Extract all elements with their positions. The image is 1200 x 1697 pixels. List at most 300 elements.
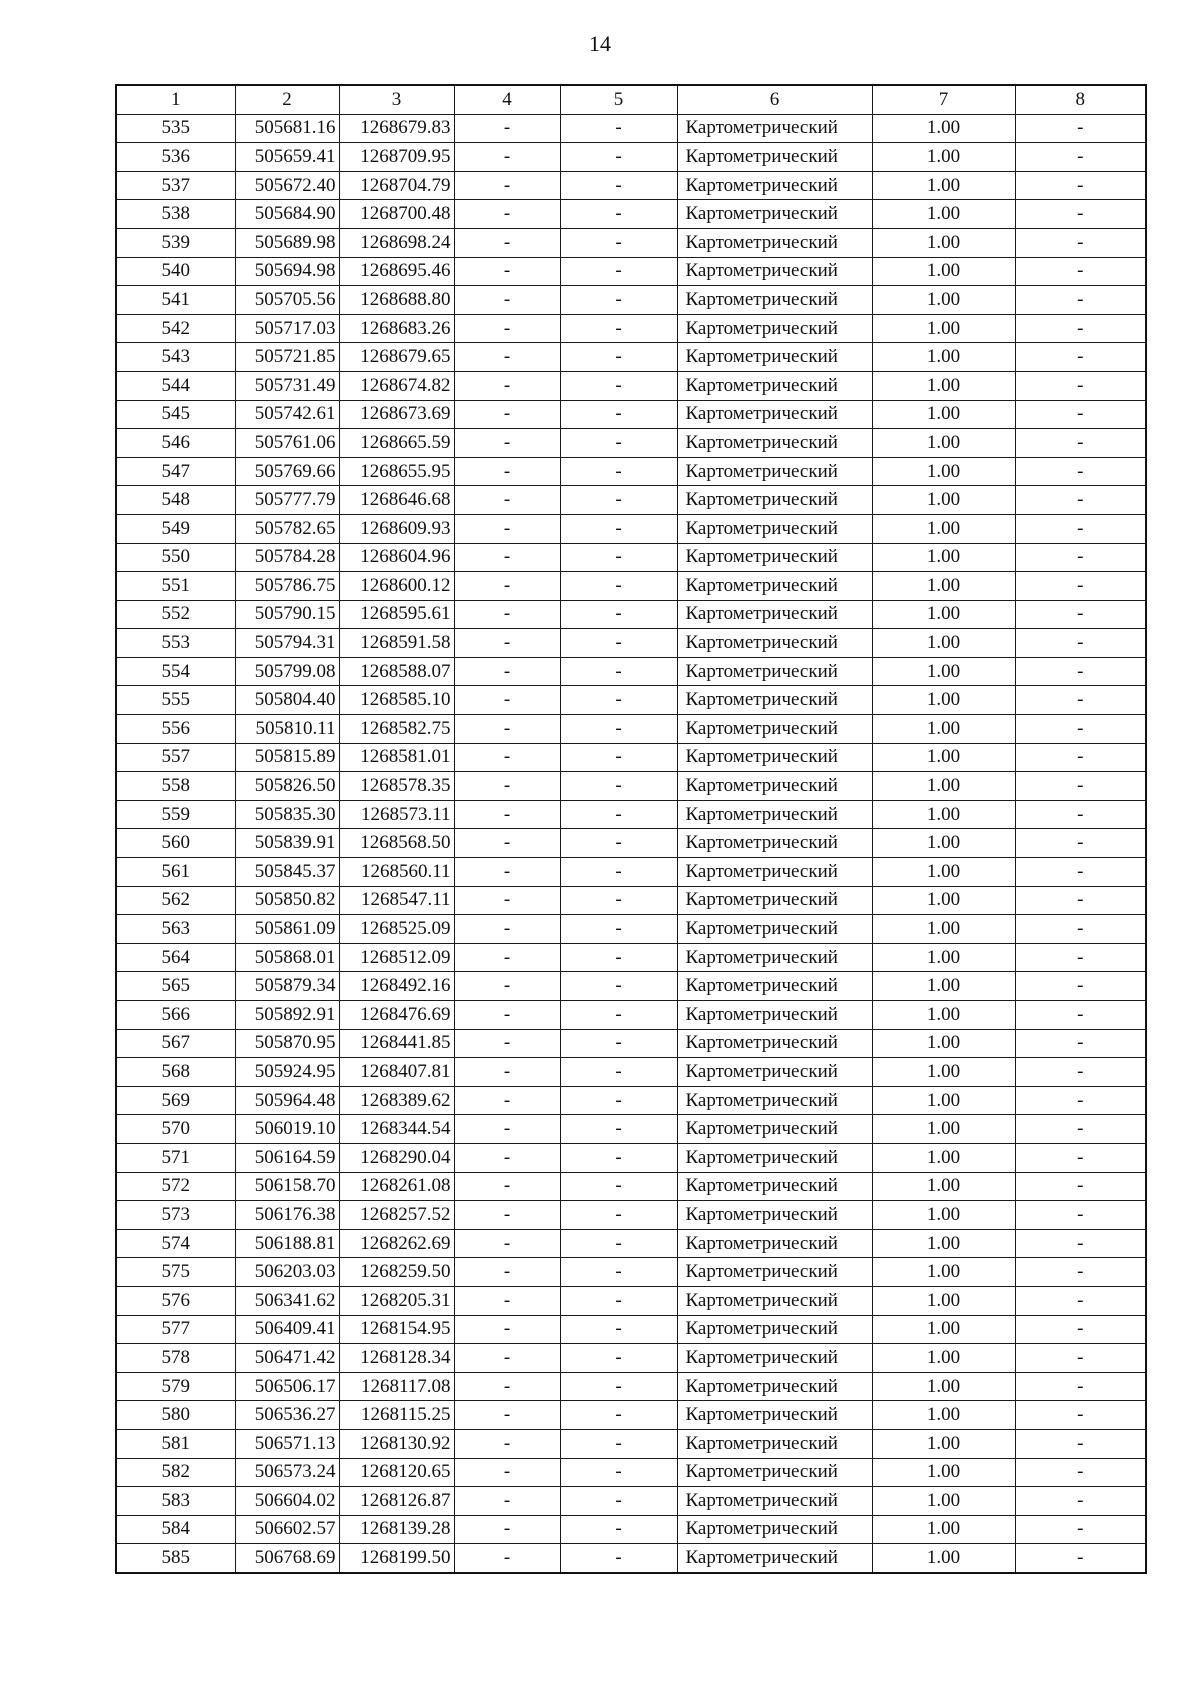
x-coordinate-cell: 505681.16 — [235, 114, 339, 143]
point-number-cell: 569 — [116, 1086, 235, 1115]
col4-cell: - — [454, 343, 560, 372]
method-cell: Картометрический — [677, 1372, 872, 1401]
col8-cell: - — [1015, 772, 1146, 801]
accuracy-cell: 1.00 — [872, 800, 1015, 829]
table-row — [116, 171, 1146, 200]
accuracy-cell: 1.00 — [872, 314, 1015, 343]
point-number-cell: 564 — [116, 943, 235, 972]
col5-cell: - — [560, 1458, 677, 1487]
table-row — [116, 143, 1146, 172]
col5-cell: - — [560, 657, 677, 686]
x-coordinate-cell: 505794.31 — [235, 629, 339, 658]
point-number-cell: 542 — [116, 314, 235, 343]
col4-cell: - — [454, 886, 560, 915]
method-cell: Картометрический — [677, 429, 872, 458]
method-cell: Картометрический — [677, 1058, 872, 1087]
method-cell: Картометрический — [677, 1115, 872, 1144]
col4-cell: - — [454, 171, 560, 200]
accuracy-cell: 1.00 — [872, 886, 1015, 915]
method-cell: Картометрический — [677, 543, 872, 572]
x-coordinate-cell: 506768.69 — [235, 1544, 339, 1573]
col5-cell: - — [560, 1344, 677, 1373]
point-number-cell: 549 — [116, 514, 235, 543]
x-coordinate-cell: 505799.08 — [235, 657, 339, 686]
y-coordinate-cell: 1268290.04 — [339, 1143, 454, 1172]
x-coordinate-cell: 505784.28 — [235, 543, 339, 572]
col8-cell: - — [1015, 114, 1146, 143]
coordinates-table — [115, 84, 1147, 1574]
method-cell: Картометрический — [677, 1515, 872, 1544]
col8-cell: - — [1015, 1143, 1146, 1172]
col4-cell: - — [454, 1401, 560, 1430]
col4-cell: - — [454, 543, 560, 572]
point-number-cell: 538 — [116, 200, 235, 229]
method-cell: Картометрический — [677, 1029, 872, 1058]
method-cell: Картометрический — [677, 886, 872, 915]
header-cell: 7 — [872, 85, 1015, 114]
header-cell: 1 — [116, 85, 235, 114]
col4-cell: - — [454, 200, 560, 229]
table-row — [116, 1429, 1146, 1458]
x-coordinate-cell: 505717.03 — [235, 314, 339, 343]
table-row — [116, 1143, 1146, 1172]
method-cell: Картометрический — [677, 858, 872, 887]
x-coordinate-cell: 505815.89 — [235, 743, 339, 772]
x-coordinate-cell: 505742.61 — [235, 400, 339, 429]
point-number-cell: 578 — [116, 1344, 235, 1373]
accuracy-cell: 1.00 — [872, 743, 1015, 772]
accuracy-cell: 1.00 — [872, 1458, 1015, 1487]
accuracy-cell: 1.00 — [872, 1372, 1015, 1401]
col5-cell: - — [560, 1544, 677, 1573]
y-coordinate-cell: 1268130.92 — [339, 1429, 454, 1458]
col8-cell: - — [1015, 743, 1146, 772]
col8-cell: - — [1015, 915, 1146, 944]
x-coordinate-cell: 506409.41 — [235, 1315, 339, 1344]
y-coordinate-cell: 1268700.48 — [339, 200, 454, 229]
col4-cell: - — [454, 1201, 560, 1230]
y-coordinate-cell: 1268547.11 — [339, 886, 454, 915]
method-cell: Картометрический — [677, 171, 872, 200]
table-row — [116, 228, 1146, 257]
col4-cell: - — [454, 686, 560, 715]
col8-cell: - — [1015, 1315, 1146, 1344]
point-number-cell: 546 — [116, 429, 235, 458]
point-number-cell: 577 — [116, 1315, 235, 1344]
table-row — [116, 1115, 1146, 1144]
table-row — [116, 1286, 1146, 1315]
method-cell: Картометрический — [677, 1286, 872, 1315]
point-number-cell: 552 — [116, 600, 235, 629]
x-coordinate-cell: 506573.24 — [235, 1458, 339, 1487]
col8-cell: - — [1015, 286, 1146, 315]
col4-cell: - — [454, 943, 560, 972]
method-cell: Картометрический — [677, 1344, 872, 1373]
col4-cell: - — [454, 600, 560, 629]
point-number-cell: 570 — [116, 1115, 235, 1144]
accuracy-cell: 1.00 — [872, 343, 1015, 372]
col8-cell: - — [1015, 800, 1146, 829]
table-row — [116, 715, 1146, 744]
col8-cell: - — [1015, 1487, 1146, 1516]
col5-cell: - — [560, 171, 677, 200]
y-coordinate-cell: 1268581.01 — [339, 743, 454, 772]
header-cell: 4 — [454, 85, 560, 114]
col5-cell: - — [560, 800, 677, 829]
col5-cell: - — [560, 1029, 677, 1058]
col8-cell: - — [1015, 1429, 1146, 1458]
y-coordinate-cell: 1268344.54 — [339, 1115, 454, 1144]
col8-cell: - — [1015, 1344, 1146, 1373]
col4-cell: - — [454, 286, 560, 315]
x-coordinate-cell: 505879.34 — [235, 972, 339, 1001]
table-row — [116, 1229, 1146, 1258]
col8-cell: - — [1015, 257, 1146, 286]
col4-cell: - — [454, 1315, 560, 1344]
point-number-cell: 548 — [116, 486, 235, 515]
point-number-cell: 563 — [116, 915, 235, 944]
col4-cell: - — [454, 829, 560, 858]
y-coordinate-cell: 1268609.93 — [339, 514, 454, 543]
col8-cell: - — [1015, 314, 1146, 343]
page-number: 14 — [589, 31, 611, 56]
x-coordinate-cell: 505870.95 — [235, 1029, 339, 1058]
col4-cell: - — [454, 1286, 560, 1315]
x-coordinate-cell: 506602.57 — [235, 1515, 339, 1544]
col4-cell: - — [454, 514, 560, 543]
col8-cell: - — [1015, 972, 1146, 1001]
col8-cell: - — [1015, 1544, 1146, 1573]
col4-cell: - — [454, 1487, 560, 1516]
table-row — [116, 915, 1146, 944]
y-coordinate-cell: 1268679.65 — [339, 343, 454, 372]
col5-cell: - — [560, 543, 677, 572]
point-number-cell: 536 — [116, 143, 235, 172]
col4-cell: - — [454, 972, 560, 1001]
method-cell: Картометрический — [677, 371, 872, 400]
col8-cell: - — [1015, 514, 1146, 543]
accuracy-cell: 1.00 — [872, 486, 1015, 515]
table-row — [116, 858, 1146, 887]
y-coordinate-cell: 1268154.95 — [339, 1315, 454, 1344]
y-coordinate-cell: 1268683.26 — [339, 314, 454, 343]
point-number-cell: 558 — [116, 772, 235, 801]
accuracy-cell: 1.00 — [872, 915, 1015, 944]
method-cell: Картометрический — [677, 228, 872, 257]
accuracy-cell: 1.00 — [872, 772, 1015, 801]
col4-cell: - — [454, 143, 560, 172]
accuracy-cell: 1.00 — [872, 371, 1015, 400]
method-cell: Картометрический — [677, 143, 872, 172]
table-row — [116, 400, 1146, 429]
col4-cell: - — [454, 1258, 560, 1287]
point-number-cell: 540 — [116, 257, 235, 286]
col5-cell: - — [560, 400, 677, 429]
table-row — [116, 314, 1146, 343]
x-coordinate-cell: 506506.17 — [235, 1372, 339, 1401]
col8-cell: - — [1015, 1458, 1146, 1487]
col5-cell: - — [560, 1229, 677, 1258]
header-cell: 8 — [1015, 85, 1146, 114]
accuracy-cell: 1.00 — [872, 1258, 1015, 1287]
method-cell: Картометрический — [677, 1172, 872, 1201]
y-coordinate-cell: 1268573.11 — [339, 800, 454, 829]
method-cell: Картометрический — [677, 715, 872, 744]
accuracy-cell: 1.00 — [872, 257, 1015, 286]
x-coordinate-cell: 505672.40 — [235, 171, 339, 200]
col8-cell: - — [1015, 343, 1146, 372]
header-cell: 5 — [560, 85, 677, 114]
x-coordinate-cell: 505850.82 — [235, 886, 339, 915]
col4-cell: - — [454, 1143, 560, 1172]
point-number-cell: 565 — [116, 972, 235, 1001]
col8-cell: - — [1015, 686, 1146, 715]
accuracy-cell: 1.00 — [872, 400, 1015, 429]
method-cell: Картометрический — [677, 200, 872, 229]
table-row — [116, 1086, 1146, 1115]
accuracy-cell: 1.00 — [872, 715, 1015, 744]
x-coordinate-cell: 505786.75 — [235, 572, 339, 601]
x-coordinate-cell: 506158.70 — [235, 1172, 339, 1201]
x-coordinate-cell: 505689.98 — [235, 228, 339, 257]
accuracy-cell: 1.00 — [872, 1401, 1015, 1430]
table-row — [116, 943, 1146, 972]
method-cell: Картометрический — [677, 1487, 872, 1516]
method-cell: Картометрический — [677, 314, 872, 343]
accuracy-cell: 1.00 — [872, 686, 1015, 715]
y-coordinate-cell: 1268704.79 — [339, 171, 454, 200]
x-coordinate-cell: 506188.81 — [235, 1229, 339, 1258]
col4-cell: - — [454, 486, 560, 515]
col8-cell: - — [1015, 543, 1146, 572]
accuracy-cell: 1.00 — [872, 1315, 1015, 1344]
col4-cell: - — [454, 772, 560, 801]
point-number-cell: 556 — [116, 715, 235, 744]
method-cell: Картометрический — [677, 457, 872, 486]
y-coordinate-cell: 1268261.08 — [339, 1172, 454, 1201]
col5-cell: - — [560, 257, 677, 286]
table-row — [116, 286, 1146, 315]
point-number-cell: 582 — [116, 1458, 235, 1487]
y-coordinate-cell: 1268646.68 — [339, 486, 454, 515]
method-cell: Картометрический — [677, 1001, 872, 1030]
y-coordinate-cell: 1268441.85 — [339, 1029, 454, 1058]
col5-cell: - — [560, 286, 677, 315]
col5-cell: - — [560, 1115, 677, 1144]
table-row — [116, 1029, 1146, 1058]
y-coordinate-cell: 1268665.59 — [339, 429, 454, 458]
table-row — [116, 1372, 1146, 1401]
point-number-cell: 562 — [116, 886, 235, 915]
y-coordinate-cell: 1268126.87 — [339, 1487, 454, 1516]
col4-cell: - — [454, 1515, 560, 1544]
table-row — [116, 1344, 1146, 1373]
x-coordinate-cell: 505694.98 — [235, 257, 339, 286]
table-row — [116, 1201, 1146, 1230]
accuracy-cell: 1.00 — [872, 829, 1015, 858]
y-coordinate-cell: 1268128.34 — [339, 1344, 454, 1373]
y-coordinate-cell: 1268679.83 — [339, 114, 454, 143]
accuracy-cell: 1.00 — [872, 1286, 1015, 1315]
table-row — [116, 886, 1146, 915]
col5-cell: - — [560, 715, 677, 744]
col5-cell: - — [560, 200, 677, 229]
table-row — [116, 1172, 1146, 1201]
table-row — [116, 371, 1146, 400]
col4-cell: - — [454, 1372, 560, 1401]
x-coordinate-cell: 505777.79 — [235, 486, 339, 515]
col5-cell: - — [560, 429, 677, 458]
col8-cell: - — [1015, 1229, 1146, 1258]
col8-cell: - — [1015, 1515, 1146, 1544]
accuracy-cell: 1.00 — [872, 1515, 1015, 1544]
col8-cell: - — [1015, 171, 1146, 200]
accuracy-cell: 1.00 — [872, 1001, 1015, 1030]
col5-cell: - — [560, 572, 677, 601]
col4-cell: - — [454, 1115, 560, 1144]
col4-cell: - — [454, 1229, 560, 1258]
col8-cell: - — [1015, 657, 1146, 686]
x-coordinate-cell: 505782.65 — [235, 514, 339, 543]
col5-cell: - — [560, 915, 677, 944]
y-coordinate-cell: 1268578.35 — [339, 772, 454, 801]
col5-cell: - — [560, 486, 677, 515]
y-coordinate-cell: 1268512.09 — [339, 943, 454, 972]
point-number-cell: 579 — [116, 1372, 235, 1401]
y-coordinate-cell: 1268117.08 — [339, 1372, 454, 1401]
y-coordinate-cell: 1268695.46 — [339, 257, 454, 286]
accuracy-cell: 1.00 — [872, 1201, 1015, 1230]
x-coordinate-cell: 505845.37 — [235, 858, 339, 887]
table-row — [116, 772, 1146, 801]
point-number-cell: 535 — [116, 114, 235, 143]
x-coordinate-cell: 505769.66 — [235, 457, 339, 486]
x-coordinate-cell: 506176.38 — [235, 1201, 339, 1230]
point-number-cell: 557 — [116, 743, 235, 772]
x-coordinate-cell: 505804.40 — [235, 686, 339, 715]
col8-cell: - — [1015, 486, 1146, 515]
col5-cell: - — [560, 314, 677, 343]
col8-cell: - — [1015, 1172, 1146, 1201]
y-coordinate-cell: 1268604.96 — [339, 543, 454, 572]
accuracy-cell: 1.00 — [872, 429, 1015, 458]
header-cell: 6 — [677, 85, 872, 114]
method-cell: Картометрический — [677, 629, 872, 658]
table-row — [116, 1058, 1146, 1087]
table-row — [116, 429, 1146, 458]
point-number-cell: 574 — [116, 1229, 235, 1258]
point-number-cell: 580 — [116, 1401, 235, 1430]
method-cell: Картометрический — [677, 1229, 872, 1258]
accuracy-cell: 1.00 — [872, 1229, 1015, 1258]
table-row — [116, 1315, 1146, 1344]
x-coordinate-cell: 505761.06 — [235, 429, 339, 458]
col8-cell: - — [1015, 1372, 1146, 1401]
x-coordinate-cell: 505924.95 — [235, 1058, 339, 1087]
col5-cell: - — [560, 1258, 677, 1287]
table-row — [116, 343, 1146, 372]
accuracy-cell: 1.00 — [872, 457, 1015, 486]
col5-cell: - — [560, 972, 677, 1001]
col5-cell: - — [560, 1487, 677, 1516]
accuracy-cell: 1.00 — [872, 1143, 1015, 1172]
method-cell: Картометрический — [677, 257, 872, 286]
col4-cell: - — [454, 429, 560, 458]
header-cell: 3 — [339, 85, 454, 114]
method-cell: Картометрический — [677, 1429, 872, 1458]
col5-cell: - — [560, 457, 677, 486]
col5-cell: - — [560, 1001, 677, 1030]
col8-cell: - — [1015, 457, 1146, 486]
y-coordinate-cell: 1268476.69 — [339, 1001, 454, 1030]
method-cell: Картометрический — [677, 1143, 872, 1172]
y-coordinate-cell: 1268655.95 — [339, 457, 454, 486]
x-coordinate-cell: 506203.03 — [235, 1258, 339, 1287]
x-coordinate-cell: 506471.42 — [235, 1344, 339, 1373]
y-coordinate-cell: 1268492.16 — [339, 972, 454, 1001]
accuracy-cell: 1.00 — [872, 629, 1015, 658]
point-number-cell: 550 — [116, 543, 235, 572]
col8-cell: - — [1015, 1115, 1146, 1144]
table-row — [116, 543, 1146, 572]
col8-cell: - — [1015, 400, 1146, 429]
method-cell: Картометрический — [677, 343, 872, 372]
col5-cell: - — [560, 743, 677, 772]
col4-cell: - — [454, 228, 560, 257]
method-cell: Картометрический — [677, 800, 872, 829]
table-row — [116, 514, 1146, 543]
col4-cell: - — [454, 457, 560, 486]
col5-cell: - — [560, 686, 677, 715]
col5-cell: - — [560, 772, 677, 801]
x-coordinate-cell: 506571.13 — [235, 1429, 339, 1458]
x-coordinate-cell: 505721.85 — [235, 343, 339, 372]
table-row — [116, 1487, 1146, 1516]
col4-cell: - — [454, 114, 560, 143]
y-coordinate-cell: 1268139.28 — [339, 1515, 454, 1544]
point-number-cell: 583 — [116, 1487, 235, 1516]
point-number-cell: 545 — [116, 400, 235, 429]
col4-cell: - — [454, 572, 560, 601]
table-row — [116, 743, 1146, 772]
y-coordinate-cell: 1268120.65 — [339, 1458, 454, 1487]
col5-cell: - — [560, 629, 677, 658]
col4-cell: - — [454, 1086, 560, 1115]
point-number-cell: 544 — [116, 371, 235, 400]
col5-cell: - — [560, 228, 677, 257]
col4-cell: - — [454, 1172, 560, 1201]
col5-cell: - — [560, 371, 677, 400]
x-coordinate-cell: 506341.62 — [235, 1286, 339, 1315]
col5-cell: - — [560, 1143, 677, 1172]
point-number-cell: 553 — [116, 629, 235, 658]
point-number-cell: 543 — [116, 343, 235, 372]
x-coordinate-cell: 505731.49 — [235, 371, 339, 400]
table-row — [116, 1544, 1146, 1573]
point-number-cell: 547 — [116, 457, 235, 486]
method-cell: Картометрический — [677, 1201, 872, 1230]
point-number-cell: 568 — [116, 1058, 235, 1087]
col8-cell: - — [1015, 1286, 1146, 1315]
table-row — [116, 1401, 1146, 1430]
point-number-cell: 581 — [116, 1429, 235, 1458]
point-number-cell: 554 — [116, 657, 235, 686]
table-row — [116, 800, 1146, 829]
table-row — [116, 572, 1146, 601]
accuracy-cell: 1.00 — [872, 514, 1015, 543]
accuracy-cell: 1.00 — [872, 572, 1015, 601]
y-coordinate-cell: 1268688.80 — [339, 286, 454, 315]
